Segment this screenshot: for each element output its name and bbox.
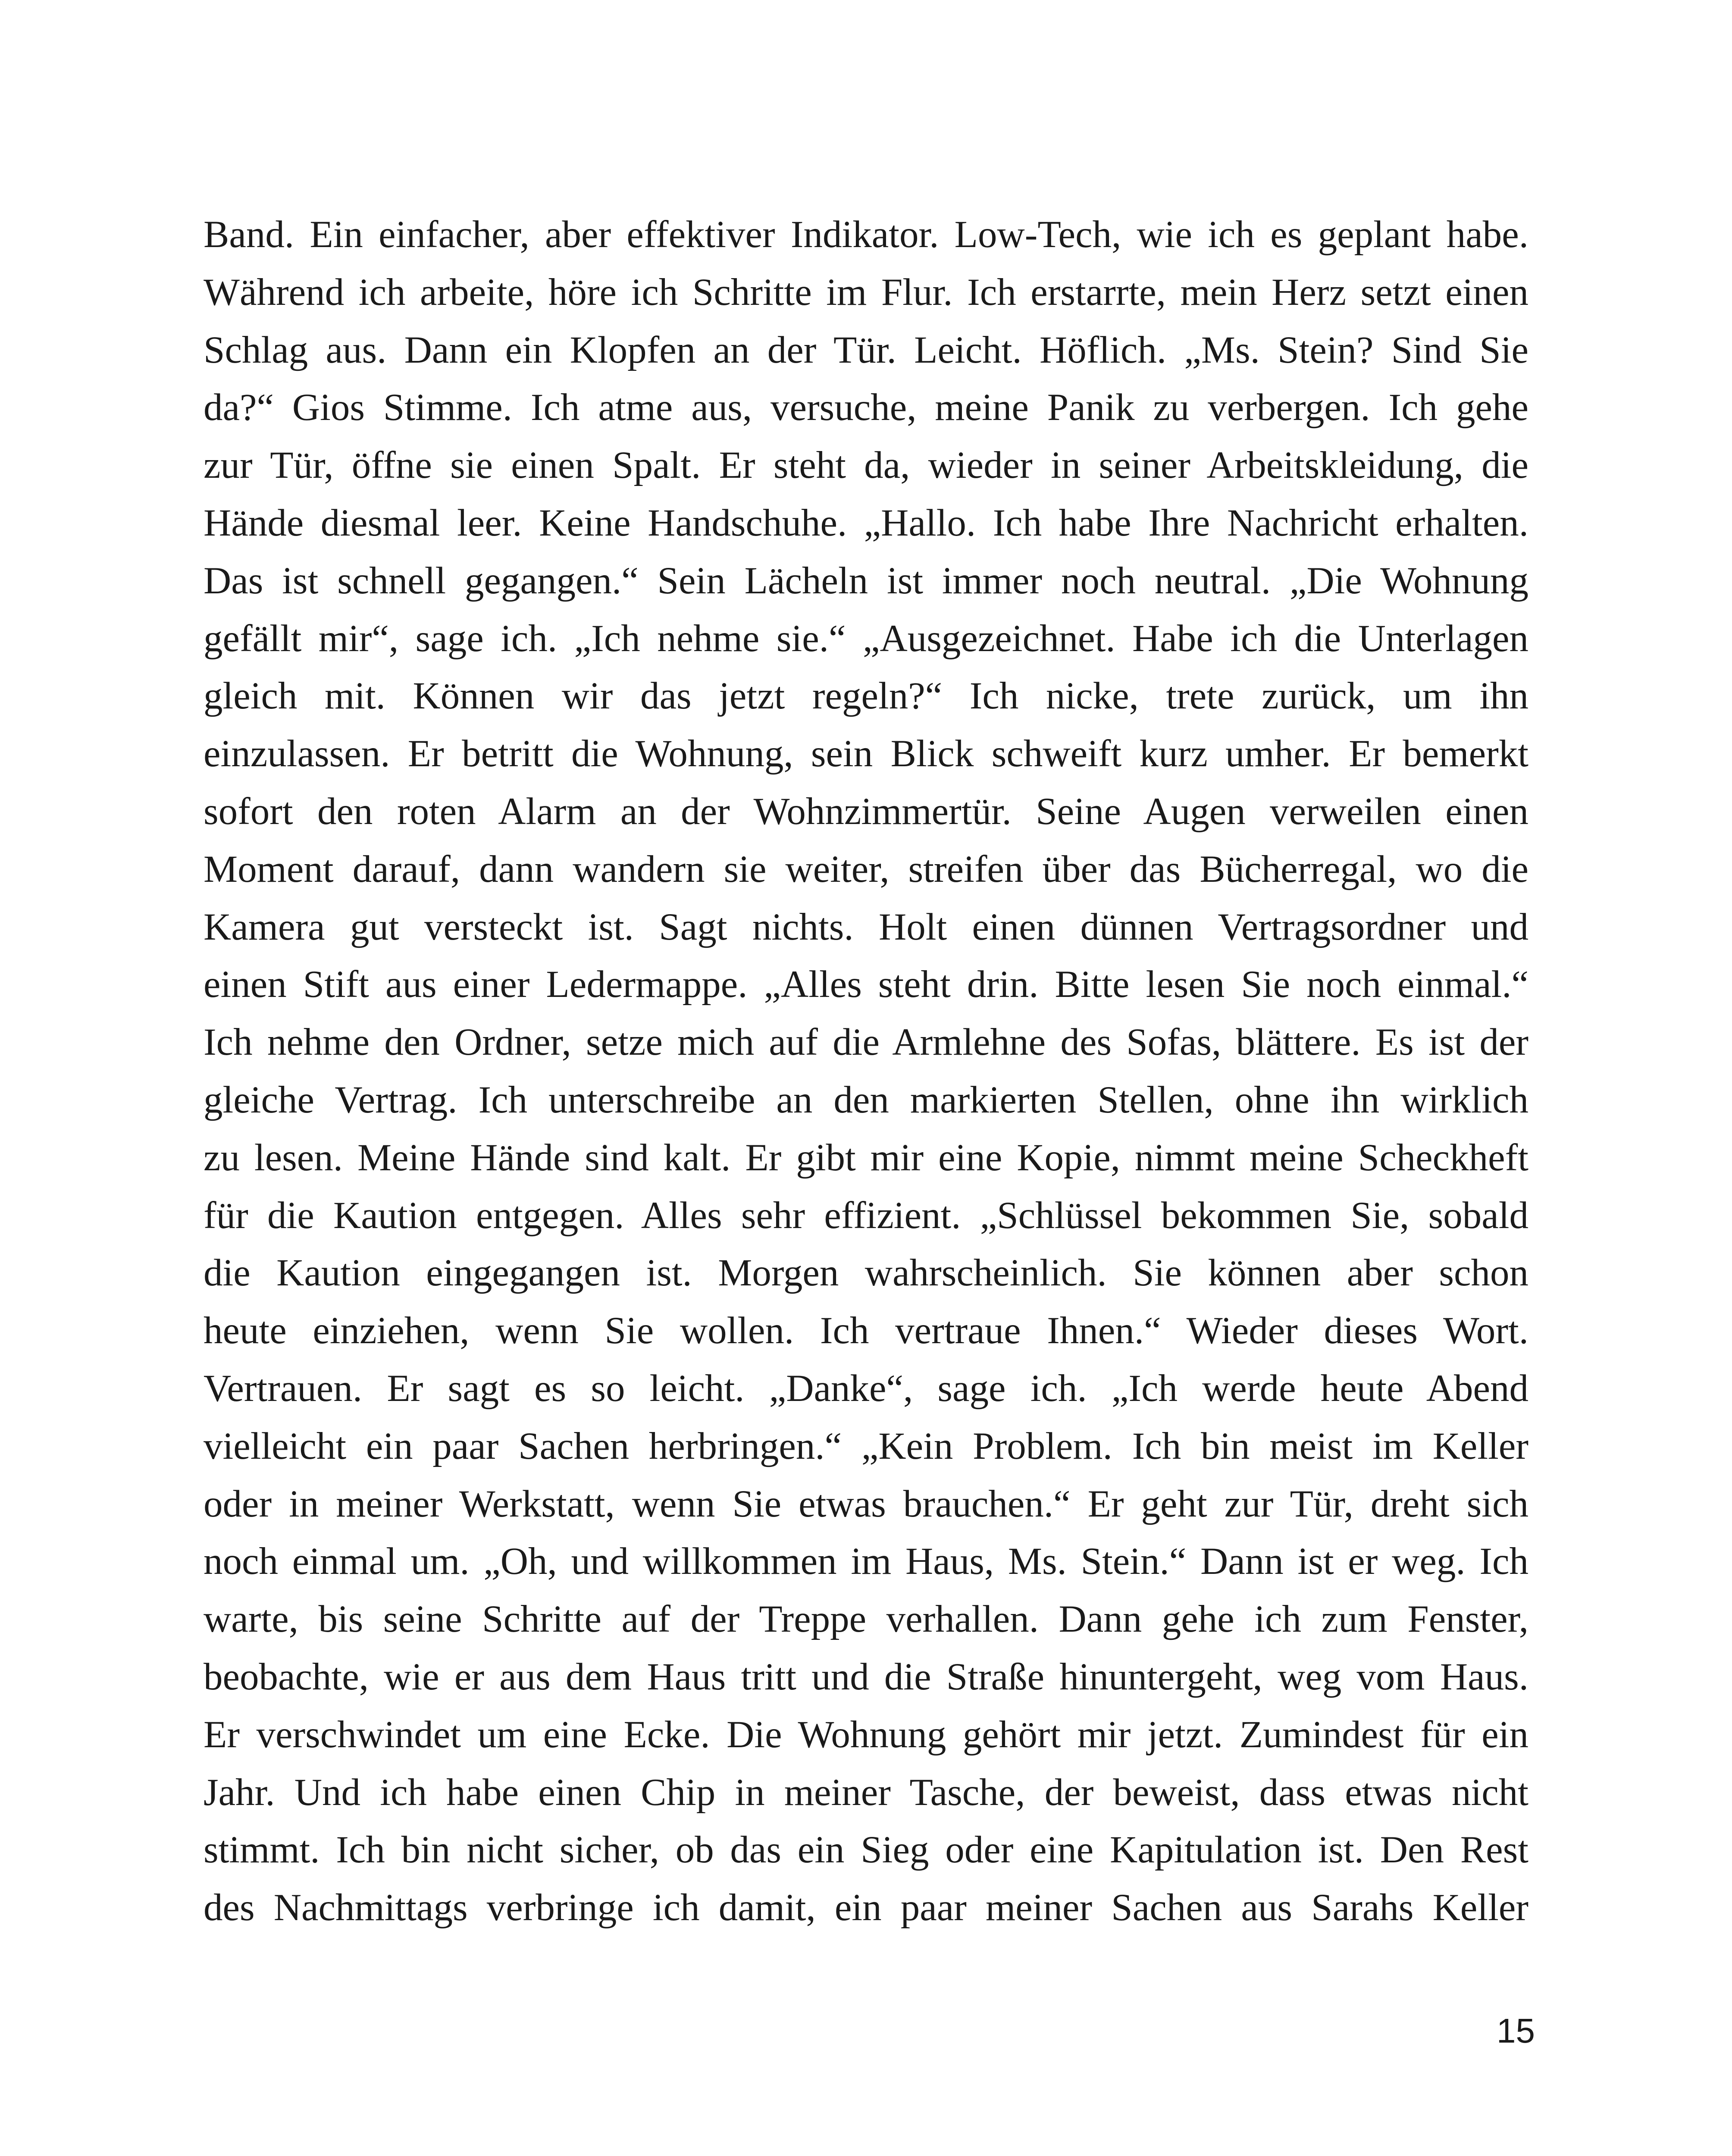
text-line: noch einmal um. „Oh, und willkommen im Haus, Ms. Stein.“ Dann ist er weg. Ich xyxy=(204,1540,1528,1583)
text-line: Schlag aus. Dann ein Klopfen an der Tür. Leicht. Höflich. „Ms. Stein? Sind Sie xyxy=(204,329,1528,371)
text-line: oder in meiner Werkstatt, wenn Sie etwas brauchen.“ Er geht zur Tür, dreht sich xyxy=(204,1482,1528,1525)
text-line: heute einziehen, wenn Sie wollen. Ich vertraue Ihnen.“ Wieder dieses Wort. xyxy=(204,1310,1528,1352)
text-line: beobachte, wie er aus dem Haus tritt und die Straße hinuntergeht, weg vom Haus. xyxy=(204,1655,1528,1698)
text-line: warte, bis seine Schritte auf der Treppe verhallen. Dann gehe ich zum Fenster, xyxy=(204,1598,1528,1641)
text-line: Das ist schnell gegangen.“ Sein Lächeln ist immer noch neutral. „Die Wohnung xyxy=(204,559,1528,602)
text-line: stimmt. Ich bin nicht sicher, ob das ein Sieg oder eine Kapitulation ist. Den Rest xyxy=(204,1829,1528,1871)
body-paragraph xyxy=(204,206,1528,1937)
text-line: einzulassen. Er betritt die Wohnung, sein Blick schweift kurz umher. Er bemerkt xyxy=(204,733,1528,775)
text-line: des Nachmittags verbringe ich damit, ein paar meiner Sachen aus Sarahs Keller xyxy=(204,1887,1528,1929)
text-line: einen Stift aus einer Ledermappe. „Alles steht drin. Bitte lesen Sie noch einmal.“ xyxy=(204,963,1528,1006)
text-line: gleich mit. Können wir das jetzt regeln?“ Ich nicke, trete zurück, um ihn xyxy=(204,675,1528,718)
text-line: Kamera gut versteckt ist. Sagt nichts. Holt einen dünnen Vertragsordner und xyxy=(204,906,1528,948)
text-line: Ich nehme den Ordner, setze mich auf die Armlehne des Sofas, blättere. Es ist der xyxy=(204,1021,1528,1064)
text-line: da?“ Gios Stimme. Ich atme aus, versuche, meine Panik zu verbergen. Ich gehe xyxy=(204,386,1528,429)
text-line: gefällt mir“, sage ich. „Ich nehme sie.“ „Ausgezeichnet. Habe ich die Unterlagen xyxy=(204,617,1528,660)
text-line: vielleicht ein paar Sachen herbringen.“ „Kein Problem. Ich bin meist im Keller xyxy=(204,1425,1528,1467)
text-line: Band. Ein einfacher, aber effektiver Indikator. Low-Tech, wie ich es geplant habe. xyxy=(204,213,1528,256)
text-line: Jahr. Und ich habe einen Chip in meiner Tasche, der beweist, dass etwas nicht xyxy=(204,1771,1528,1814)
text-line: Während ich arbeite, höre ich Schritte im Flur. Ich erstarrte, mein Herz setzt einen xyxy=(204,271,1528,313)
text-line: Hände diesmal leer. Keine Handschuhe. „Hallo. Ich habe Ihre Nachricht erhalten. xyxy=(204,501,1528,544)
text-line: Vertrauen. Er sagt es so leicht. „Danke“, sage ich. „Ich werde heute Abend xyxy=(204,1367,1528,1410)
text-line: zu lesen. Meine Hände sind kalt. Er gibt mir eine Kopie, nimmt meine Scheckheft xyxy=(204,1136,1528,1179)
text-line: Er verschwindet um eine Ecke. Die Wohnung gehört mir jetzt. Zumindest für ein xyxy=(204,1713,1528,1756)
text-line: zur Tür, öffne sie einen Spalt. Er steht da, wieder in seiner Arbeitskleidung, die xyxy=(204,444,1528,487)
text-line: für die Kaution entgegen. Alles sehr effizient. „Schlüssel bekommen Sie, sobald xyxy=(204,1194,1528,1237)
text-line: sofort den roten Alarm an der Wohnzimmertür. Seine Augen verweilen einen xyxy=(204,790,1528,833)
text-line: Moment darauf, dann wandern sie weiter, streifen über das Bücherregal, wo die xyxy=(204,848,1528,890)
text-line: die Kaution eingegangen ist. Morgen wahrscheinlich. Sie können aber schon xyxy=(204,1252,1528,1294)
text-line: gleiche Vertrag. Ich unterschreibe an den markierten Stellen, ohne ihn wirklich xyxy=(204,1078,1528,1121)
page-number: 15 xyxy=(1497,2012,1535,2050)
